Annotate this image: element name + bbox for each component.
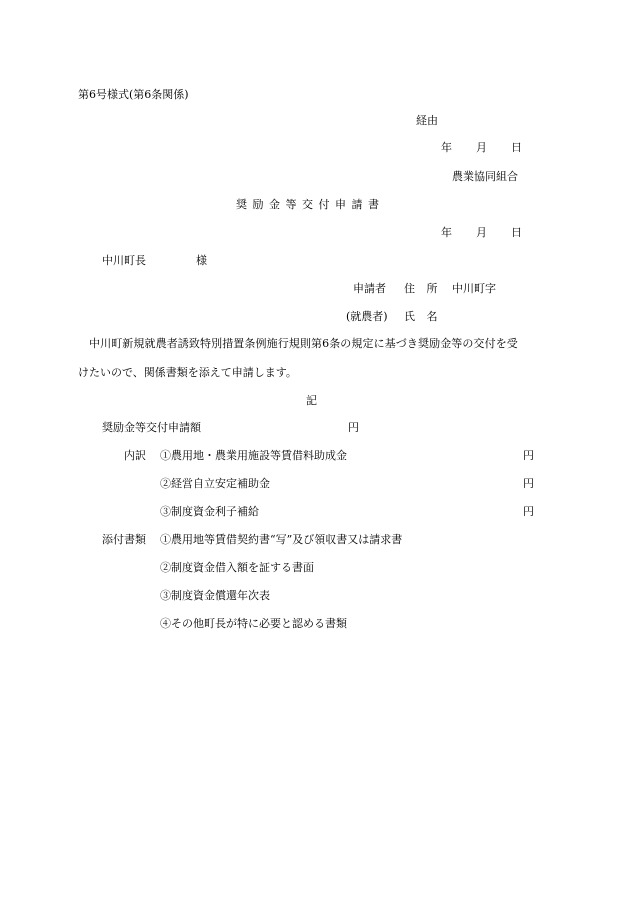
month-label: 月: [476, 226, 487, 239]
breakdown-unit: 円: [523, 449, 534, 462]
applicant-label: 申請者: [353, 282, 386, 295]
attachment-item: ②制度資金借入額を証する書面: [160, 561, 314, 574]
body-text-line-2: けたいので、関係書類を添えて申請します。: [78, 366, 297, 379]
ki-heading: 記: [306, 394, 317, 407]
requested-amount-unit: 円: [348, 421, 359, 434]
breakdown-item: ①農用地・農業用施設等賃借料助成金: [160, 449, 347, 462]
year-label: 年: [441, 226, 452, 239]
farmer-label: (就農者): [346, 310, 388, 323]
body-text-line-1: 中川町新規就農者誘致特別措置条例施行規則第6条の規定に基づき奨励金等の交付を受: [89, 337, 518, 350]
address-value: 中川町字: [452, 282, 496, 295]
attachments-label: 添付書類: [102, 533, 146, 546]
addressee: 中川町長: [102, 254, 146, 267]
attachment-item: ①農用地等賃借契約書“写”及び領収書又は請求書: [160, 533, 403, 546]
requested-amount-label: 奨励金等交付申請額: [102, 421, 201, 434]
year-label: 年: [441, 141, 452, 154]
breakdown-item: ③制度資金利子補給: [160, 505, 259, 518]
breakdown-unit: 円: [523, 477, 534, 490]
attachment-item: ④その他町長が特に必要と認める書類: [160, 617, 347, 630]
name-label: 氏 名: [404, 310, 442, 323]
via-label: 経由: [416, 114, 438, 127]
breakdown-label: 内訳: [124, 449, 146, 462]
address-label: 住 所: [404, 282, 442, 295]
document-title: 奨励金等交付申請書: [236, 198, 385, 211]
cooperative-label: 農業協同組合: [452, 170, 518, 183]
form-number: 第6号様式(第6条関係): [78, 88, 189, 101]
day-label: 日: [511, 141, 522, 154]
honorific: 様: [196, 254, 207, 267]
month-label: 月: [476, 141, 487, 154]
day-label: 日: [511, 226, 522, 239]
breakdown-unit: 円: [523, 505, 534, 518]
attachment-item: ③制度資金償還年次表: [160, 589, 270, 602]
breakdown-item: ②経営自立安定補助金: [160, 477, 270, 490]
